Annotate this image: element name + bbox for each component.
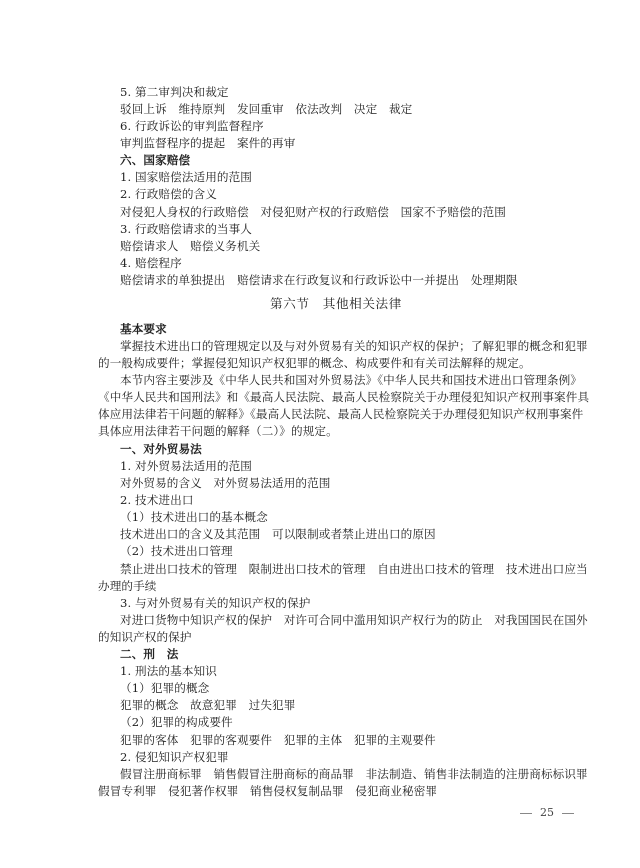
paragraph-scope-line-3: 体应用法律若干问题的解释》《最高人民法院、最高人民检察院关于办理侵犯知识产权刑事案件	[98, 407, 584, 421]
heading-basic-requirements: 基本要求	[120, 322, 167, 336]
text-ip-crimes-line-1: 假冒注册商标罪 销售假冒注册商标的商品罪 非法制造、销售非法制造的注册商标标识罪	[120, 767, 588, 781]
text-foreign-trade-scope-items: 对外贸易的含义 对外贸易法适用的范围	[120, 476, 331, 490]
heading-criminal-law-basics: 1. 刑法的基本知识	[120, 664, 217, 678]
text-administrative-compensation-items: 对侵犯人身权的行政赔偿 对侵犯财产权的行政赔偿 国家不予赔偿的范围	[120, 205, 506, 219]
paragraph-scope-line-4: 具体应用法律若干问题的解释（二）》的规定。	[98, 424, 338, 438]
heading-technology-import-export: 2. 技术进出口	[120, 493, 194, 507]
paragraph-scope-line-1: 本节内容主要涉及《中华人民共和国对外贸易法》《中华人民共和国技术进出口管理条例》	[120, 373, 582, 387]
page-number-footer	[512, 806, 582, 819]
footer-dash-left	[520, 813, 532, 814]
heading-crime-elements: （2）犯罪的构成要件	[120, 715, 233, 729]
heading-administrative-compensation: 2. 行政赔偿的含义	[120, 187, 217, 201]
heading-ip-crimes: 2. 侵犯知识产权犯罪	[120, 750, 229, 764]
heading-technology-management: （2）技术进出口管理	[120, 544, 233, 558]
text-crime-elements-items: 犯罪的客体 犯罪的客观要件 犯罪的主体 犯罪的主观要件	[120, 733, 436, 747]
heading-compensation-procedure: 4. 赔偿程序	[120, 256, 182, 270]
text-crime-concept-items: 犯罪的概念 故意犯罪 过失犯罪	[120, 698, 296, 712]
text-compensation-parties-items: 赔偿请求人 赔偿义务机关	[120, 239, 261, 253]
text-compensation-procedure-items: 赔偿请求的单独提出 赔偿请求在行政复议和行政诉讼中一并提出 处理期限	[120, 273, 518, 287]
text-ip-crimes-line-2: 假冒专利罪 侵犯著作权罪 销售侵权复制品罪 侵犯商业秘密罪	[98, 784, 438, 798]
heading-ip-protection-trade: 3. 与对外贸易有关的知识产权的保护	[120, 596, 311, 610]
page-number: 25	[540, 806, 554, 819]
heading-crime-concept: （1）犯罪的概念	[120, 681, 210, 695]
heading-foreign-trade-scope: 1. 对外贸易法适用的范围	[120, 459, 252, 473]
text-second-instance-items: 驳回上诉 维持原判 发回重审 依法改判 决定 裁定	[120, 102, 413, 116]
heading-compensation-scope: 1. 国家赔偿法适用的范围	[120, 170, 252, 184]
text-technology-management-line-2: 办理的手续	[98, 579, 157, 593]
footer-dash-right	[562, 813, 574, 814]
section-foreign-trade-law: 一、对外贸易法	[120, 442, 202, 456]
heading-technology-basic-concept: （1）技术进出口的基本概念	[120, 510, 268, 524]
text-ip-protection-line-2: 的知识产权的保护	[98, 630, 192, 644]
text-ip-protection-line-1: 对进口货物中知识产权的保护 对许可合同中滥用知识产权行为的防止 对我国国民在国外	[120, 613, 588, 627]
heading-trial-supervision: 6. 行政诉讼的审判监督程序	[120, 119, 264, 133]
paragraph-requirements-line-1: 掌握技术进出口的管理规定以及与对外贸易有关的知识产权的保护；了解犯罪的概念和犯罪	[120, 339, 588, 353]
text-trial-supervision-items: 审判监督程序的提起 案件的再审	[120, 136, 296, 150]
heading-compensation-parties: 3. 行政赔偿请求的当事人	[120, 222, 252, 236]
section-state-compensation: 六、国家赔偿	[120, 153, 191, 167]
section-criminal-law: 二、刑 法	[120, 647, 179, 661]
heading-second-instance-judgment: 5. 第二审判决和裁定	[120, 85, 229, 99]
text-technology-management-line-1: 禁止进出口技术的管理 限制进出口技术的管理 自由进出口技术的管理 技术进出口应当	[120, 562, 588, 576]
text-technology-basic-concept-items: 技术进出口的含义及其范围 可以限制或者禁止进出口的原因	[120, 527, 436, 541]
paragraph-scope-line-2: 《中华人民共和国刑法》和《最高人民法院、最高人民检察院关于办理侵犯知识产权刑事案件具	[98, 390, 590, 404]
paragraph-requirements-line-2: 的一般构成要件；掌握侵犯知识产权犯罪的概念、构成要件和有关司法解释的规定。	[98, 356, 531, 370]
section-title-other-laws: 第六节 其他相关法律	[270, 296, 402, 311]
